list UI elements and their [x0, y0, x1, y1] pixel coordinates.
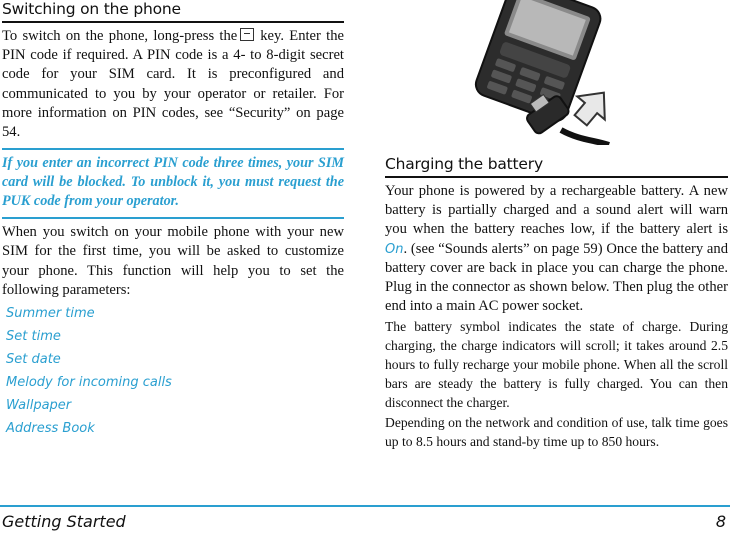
switching-on-heading: Switching on the phone	[2, 0, 181, 18]
power-key-icon	[240, 28, 254, 41]
pin-warning-note: If you enter an incorrect PIN code three times, your SIM card will be blocked. To unblock it, you must request the PUK code from your operator.	[2, 155, 344, 210]
left-column	[2, 0, 344, 440]
parameter-item: Melody for incoming calls	[6, 375, 172, 391]
battery-alert-value: On	[385, 241, 404, 257]
footer-rule	[0, 505, 730, 507]
switching-on-paragraph	[2, 27, 344, 142]
page-number: 8	[715, 512, 726, 531]
charging-heading: Charging the battery	[385, 155, 543, 173]
footer-section-title: Getting Started	[2, 512, 126, 531]
first-time-paragraph: When you switch on your mobile phone with your new SIM for the first time, you will be asked to customize your phone. This function will help you to set the following parameters:	[2, 224, 344, 298]
right-column	[385, 155, 728, 452]
switching-on-text-a: To switch on the phone, long-press the	[2, 28, 238, 44]
parameter-item: Set date	[6, 352, 61, 368]
charging-text-a: Your phone is powered by a rechargeable battery. A new battery is partially charged and a sound alert will warn you when the battery reaches low, if the battery alert is	[385, 183, 728, 238]
charging-paragraph	[385, 182, 728, 316]
page-footer	[0, 505, 730, 533]
parameter-item: Summer time	[6, 306, 95, 322]
switching-on-text-b: key. Enter the PIN code if required. A PIN code is a 4- to 8-digit secret code for your SIM card. It is preconfigured and communicated to you by your operator or retailer. For more information on PIN codes, see “Security” on page 54.	[2, 28, 344, 141]
heading-rule	[2, 21, 344, 23]
parameter-list	[2, 302, 344, 440]
note-bottom-rule	[2, 217, 344, 219]
phone-charger-illustration	[449, 0, 649, 145]
talk-time-paragraph: Depending on the network and condition of use, talk time goes up to 8.5 hours and stand-by time up to 850 hours.	[385, 415, 728, 450]
note-top-rule	[2, 148, 344, 150]
charging-text-b: . (see “Sounds alerts” on page 59) Once the battery and battery cover are back in place you can charge the phone. Plug in the connector as shown below. Then plug the other end into a main AC power socket.	[385, 240, 728, 315]
battery-symbol-paragraph: The battery symbol indicates the state of charge. During charging, the charge indicators will scroll; it takes around 2.5 hours to fully recharge your mobile phone. When all the scroll bars are steady the battery is fully charged. You can then disconnect the charger.	[385, 319, 728, 410]
parameter-item: Address Book	[6, 421, 95, 437]
heading-rule	[385, 176, 728, 178]
parameter-item: Set time	[6, 329, 61, 345]
parameter-item: Wallpaper	[6, 398, 72, 414]
